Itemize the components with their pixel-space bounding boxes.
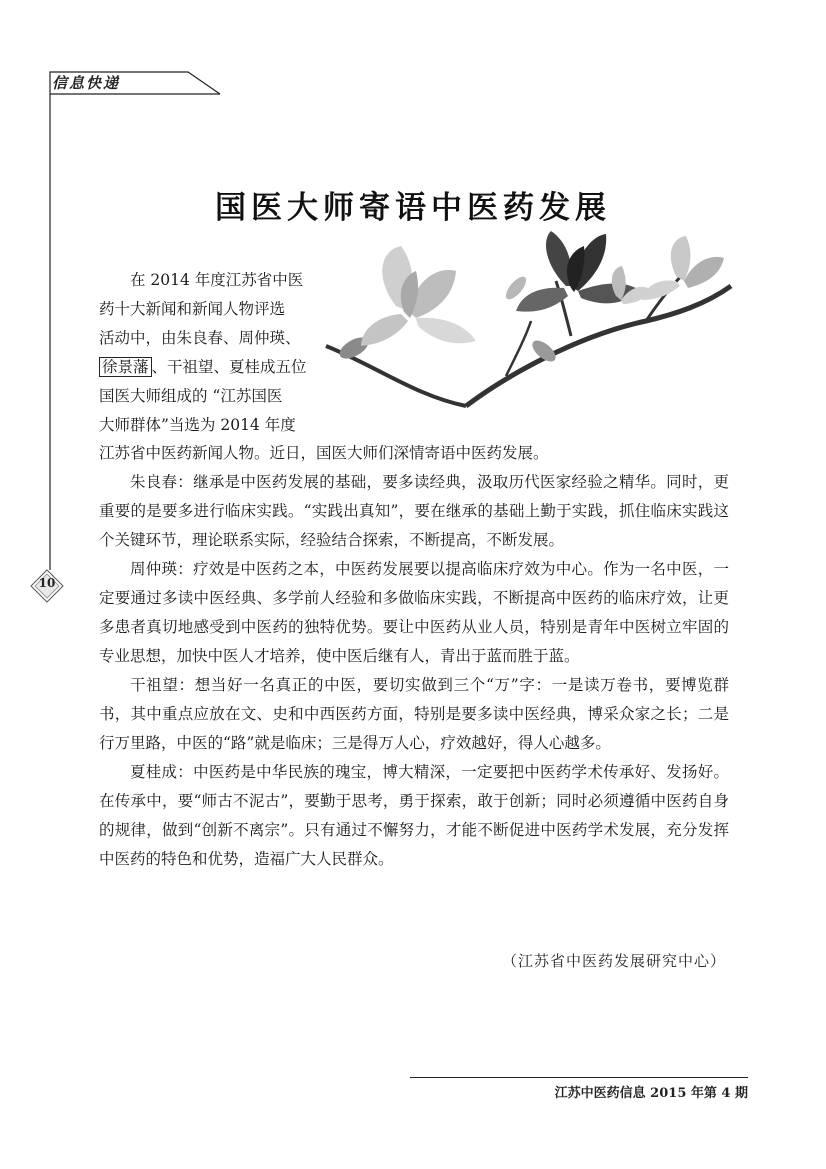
intro-line-3: 活动中，由朱良春、周仲瑛、 (99, 329, 301, 347)
page-title: 国医大师寄语中医药发展 (215, 190, 611, 226)
intro-line-2: 药十大新闻和新闻人物评选 (99, 300, 286, 318)
section-label: 信息快递 (52, 74, 121, 92)
paragraph-gan: 干祖望：想当好一名真正的中医，要切实做到三个“万”字：一是读万卷书，要博览群书，其中重点应放在文、史和中西医药方面，特别是要多读中医经典，博采众家之长；二是行万里路，中医的“路”就是临床；三是得万人心，疗效越好，得人心越多。 (99, 676, 729, 752)
boxed-name: 徐景藩 (99, 357, 152, 377)
footer-rule (410, 1077, 748, 1078)
footer-journal: 江苏中医药信息 2015 年第 4 期 (554, 1086, 748, 1101)
article-body (99, 468, 729, 874)
intro-block (99, 266, 331, 440)
intro-line-1: 在 2014 年度江苏省中医 (130, 271, 304, 289)
magnolia-illustration (316, 226, 736, 438)
intro-tail: 江苏省中医药新闻人物。近日，国医大师们深情寄语中医药发展。 (99, 444, 549, 462)
page-number: 10 (38, 576, 56, 590)
paragraph-zhu: 朱良春：继承是中医药发展的基础，要多读经典，汲取历代医家经验之精华。同时，更重要的是要多进行临床实践。“实践出真知”，要在继承的基础上勤于实践，抓住临床实践这个关键环节，理论联系实际，经验结合探索，不断提高，不断发展。 (99, 473, 729, 549)
paragraph-xia: 夏桂成：中医药是中华民族的瑰宝，博大精深，一定要把中医药学术传承好、发扬好。在传承中，要“师古不泥古”，要勤于思考，勇于探索，敢于创新；同时必须遵循中医药自身的规律，做到“创新不离宗”。只有通过不懈努力，才能不断促进中医药学术发展，充分发挥中医药的特色和优势，造福广大人民群众。 (99, 763, 729, 868)
paragraph-zhou: 周仲瑛：疗效是中医药之本，中医药发展要以提高临床疗效为中心。作为一名中医，一定要通过多读中医经典、多学前人经验和多做临床实践，不断提高中医药的临床疗效，让更多患者真切地感受到中医药的独特优势。要让中医药从业人员，特别是青年中医树立牢固的专业思想，加快中医人才培养，使中医后继有人，青出于蓝而胜于蓝。 (99, 560, 729, 665)
intro-line-4 (99, 353, 331, 382)
intro-line-6: 大师群体”当选为 2014 年度 (99, 416, 296, 434)
intro-line-5: 国医大师组成的 “江苏国医 (99, 387, 283, 405)
source-credit: （江苏省中医药发展研究中心） (501, 952, 726, 970)
intro-line-4-rest: 、干祖望、夏桂成五位 (151, 358, 307, 376)
